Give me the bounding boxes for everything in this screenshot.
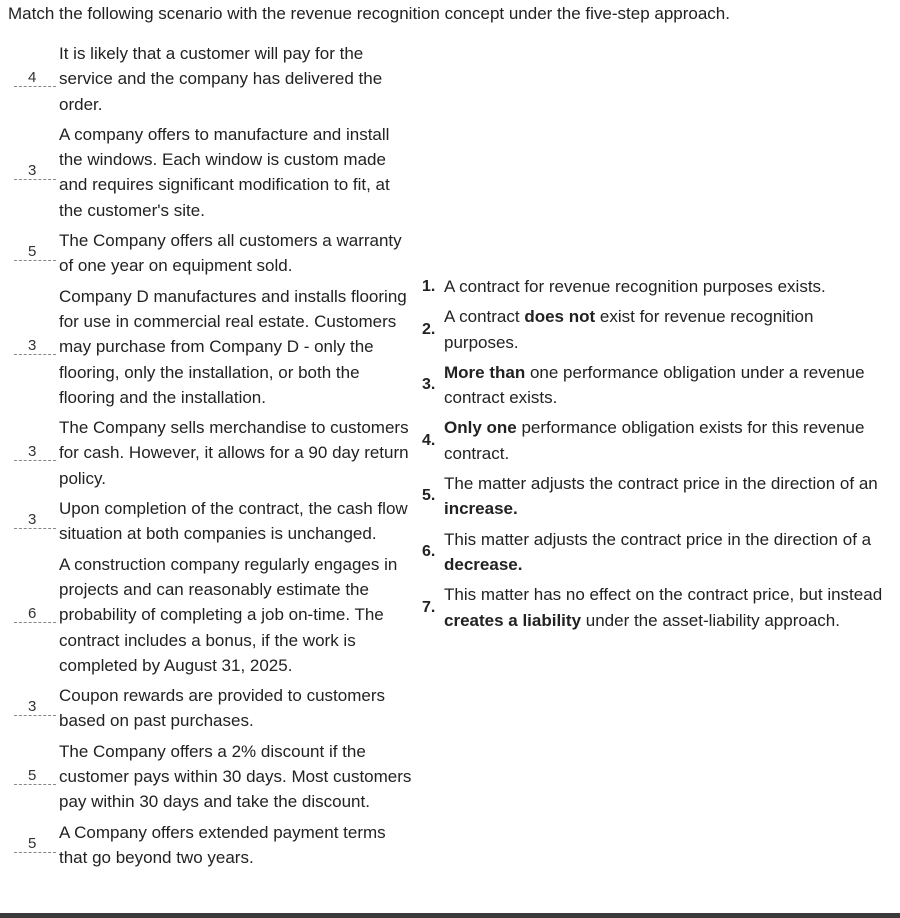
match-item <box>14 120 414 226</box>
bottom-edge-divider <box>0 913 900 918</box>
option-item <box>422 274 892 299</box>
option-item <box>422 527 892 578</box>
option-number: 3. <box>422 376 436 394</box>
match-item <box>14 681 414 737</box>
answer-value: 6 <box>14 607 56 623</box>
premise-list <box>14 39 414 873</box>
option-text: Only one performance obligation exists for this revenue contract. <box>444 418 865 463</box>
option-list <box>422 274 892 638</box>
answer-select[interactable] <box>14 834 59 853</box>
premise-text: Upon completion of the contract, the cash flow situation at both companies is unchanged. <box>59 499 408 544</box>
option-item <box>422 582 892 633</box>
answer-value: 3 <box>14 164 56 180</box>
premise-text: The Company offers all customers a warranty of one year on equipment sold. <box>59 231 402 276</box>
answer-value: 3 <box>14 339 56 355</box>
answer-select[interactable] <box>14 766 59 785</box>
option-number: 4. <box>422 431 436 449</box>
match-item <box>14 226 414 282</box>
answer-select[interactable] <box>14 245 59 261</box>
option-number: 6. <box>422 542 436 560</box>
option-item <box>422 360 892 411</box>
option-text: A contract does not exist for revenue recognition purposes. <box>444 307 814 352</box>
premise-text: The Company offers a 2% discount if the customer pays within 30 days. Most customers pay within 30 days and take the discount. <box>59 741 412 812</box>
option-text: The matter adjusts the contract price in the direction of an increase. <box>444 474 878 519</box>
answer-value: 3 <box>14 513 56 529</box>
option-number: 5. <box>422 487 436 505</box>
answer-select[interactable] <box>14 164 59 180</box>
answer-select[interactable] <box>14 445 59 461</box>
option-text: This matter has no effect on the contract price, but instead creates a liability under the asset-liability approach. <box>444 585 883 630</box>
option-item <box>422 415 892 466</box>
option-text: More than one performance obligation under a revenue contract exists. <box>444 362 865 408</box>
match-item <box>14 818 414 874</box>
answer-value: 5 <box>14 837 56 853</box>
option-text: This matter adjusts the contract price in the direction of a decrease. <box>444 529 872 574</box>
match-item <box>14 282 414 413</box>
premise-text: Coupon rewards are provided to customers based on past purchases. <box>59 686 385 731</box>
answer-value: 5 <box>14 769 56 785</box>
premise-text: It is likely that a customer will pay for the service and the company has delivered the order. <box>59 44 383 114</box>
option-text: A contract for revenue recognition purposes exists. <box>444 277 826 296</box>
answer-select[interactable] <box>14 68 59 87</box>
premise-text: Company D manufactures and installs flooring for use in commercial real estate. Customers may purchase from Company D - only the flooring, only the installation, or both the flooring and the installation. <box>59 286 407 407</box>
premise-text: A Company offers extended payment terms that go beyond two years. <box>59 822 386 867</box>
premise-text: A construction company regularly engages in projects and can reasonably estimate the probability of completing a job on-time. The contract includes a bonus, if the work is completed by August 31, 2025. <box>59 554 398 675</box>
answer-value: 3 <box>14 445 56 461</box>
answer-select[interactable] <box>14 336 59 355</box>
answer-value: 3 <box>14 700 56 716</box>
premise-text: A company offers to manufacture and install the windows. Each window is custom made and requires significant modification to fit, at the customer's site. <box>59 124 390 220</box>
match-item <box>14 413 414 494</box>
answer-select[interactable] <box>14 604 59 623</box>
option-number: 2. <box>422 320 436 338</box>
option-number: 1. <box>422 277 436 295</box>
answer-value: 5 <box>14 245 56 261</box>
match-item <box>14 550 414 681</box>
option-item <box>422 471 892 522</box>
option-number: 7. <box>422 598 436 616</box>
option-item <box>422 304 892 355</box>
match-item <box>14 39 414 120</box>
premise-text: The Company sells merchandise to customers for cash. However, it allows for a 90 day return policy. <box>59 418 409 488</box>
answer-select[interactable] <box>14 513 59 529</box>
answer-value: 4 <box>14 71 56 87</box>
match-item <box>14 737 414 818</box>
match-item <box>14 494 414 550</box>
answer-select[interactable] <box>14 700 59 716</box>
question-text: Match the following scenario with the revenue recognition concept under the five-step approach. <box>8 4 730 23</box>
